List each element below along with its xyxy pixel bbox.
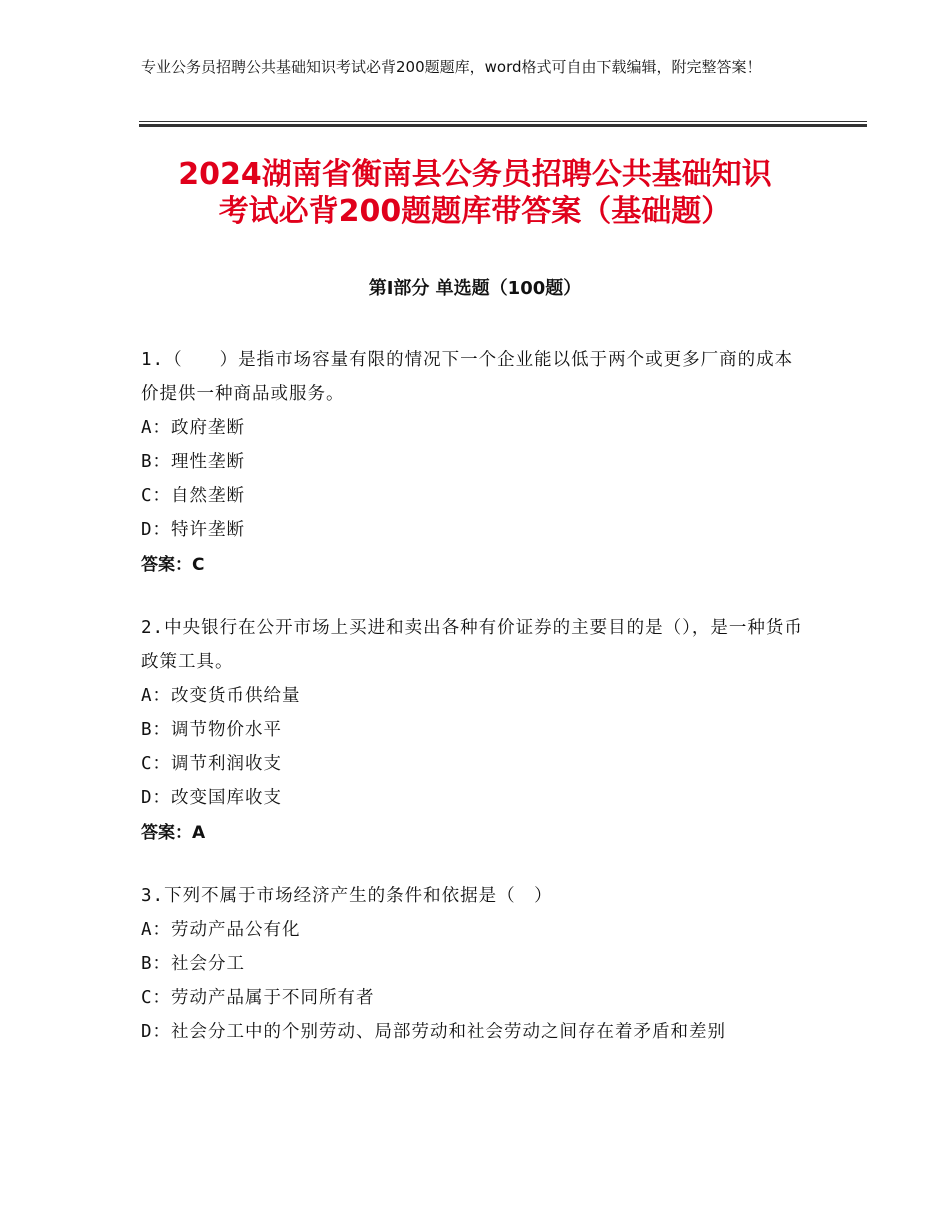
option-d: D：社会分工中的个别劳动、局部劳动和社会劳动之间存在着矛盾和差别 <box>141 1022 727 1042</box>
option-c: C：劳动产品属于不同所有者 <box>141 988 375 1008</box>
section-title: 第Ⅰ部分 单选题（100题） <box>368 278 582 299</box>
option-b: B：调节物价水平 <box>141 720 283 740</box>
question-stem: 3.下列不属于市场经济产生的条件和依据是（ ） <box>141 886 553 906</box>
document-title <box>100 156 850 230</box>
option-a: A：政府垄断 <box>141 418 246 438</box>
option-b: B：社会分工 <box>141 954 246 974</box>
answer: 答案：C <box>141 555 205 575</box>
question-list <box>141 343 811 1077</box>
question-2 <box>141 611 811 851</box>
question-stem: 1.（ ）是指市场容量有限的情况下一个企业能以低于两个或更多厂商的成本价提供一种商品或服务。 <box>141 350 794 404</box>
question-1 <box>141 343 811 583</box>
title-line-1: 2024湖南省衡南县公务员招聘公共基础知识 <box>178 157 772 192</box>
question-3 <box>141 879 811 1049</box>
option-d: D：改变国库收支 <box>141 788 283 808</box>
header-divider-thin <box>139 121 867 122</box>
option-a: A：劳动产品公有化 <box>141 920 301 940</box>
option-b: B：理性垄断 <box>141 452 246 472</box>
header-divider-thick <box>139 124 867 127</box>
answer: 答案：A <box>141 823 206 843</box>
header-note: 专业公务员招聘公共基础知识考试必背200题题库，word格式可自由下载编辑，附完整答案！ <box>141 58 762 76</box>
option-c: C：自然垄断 <box>141 486 246 506</box>
option-d: D：特许垄断 <box>141 520 246 540</box>
option-a: A：改变货币供给量 <box>141 686 301 706</box>
question-stem: 2.中央银行在公开市场上买进和卖出各种有价证券的主要目的是（），是一种货币政策工具。 <box>141 618 803 672</box>
option-c: C：调节利润收支 <box>141 754 283 774</box>
title-line-2: 考试必背200题题库带答案（基础题） <box>218 194 732 229</box>
